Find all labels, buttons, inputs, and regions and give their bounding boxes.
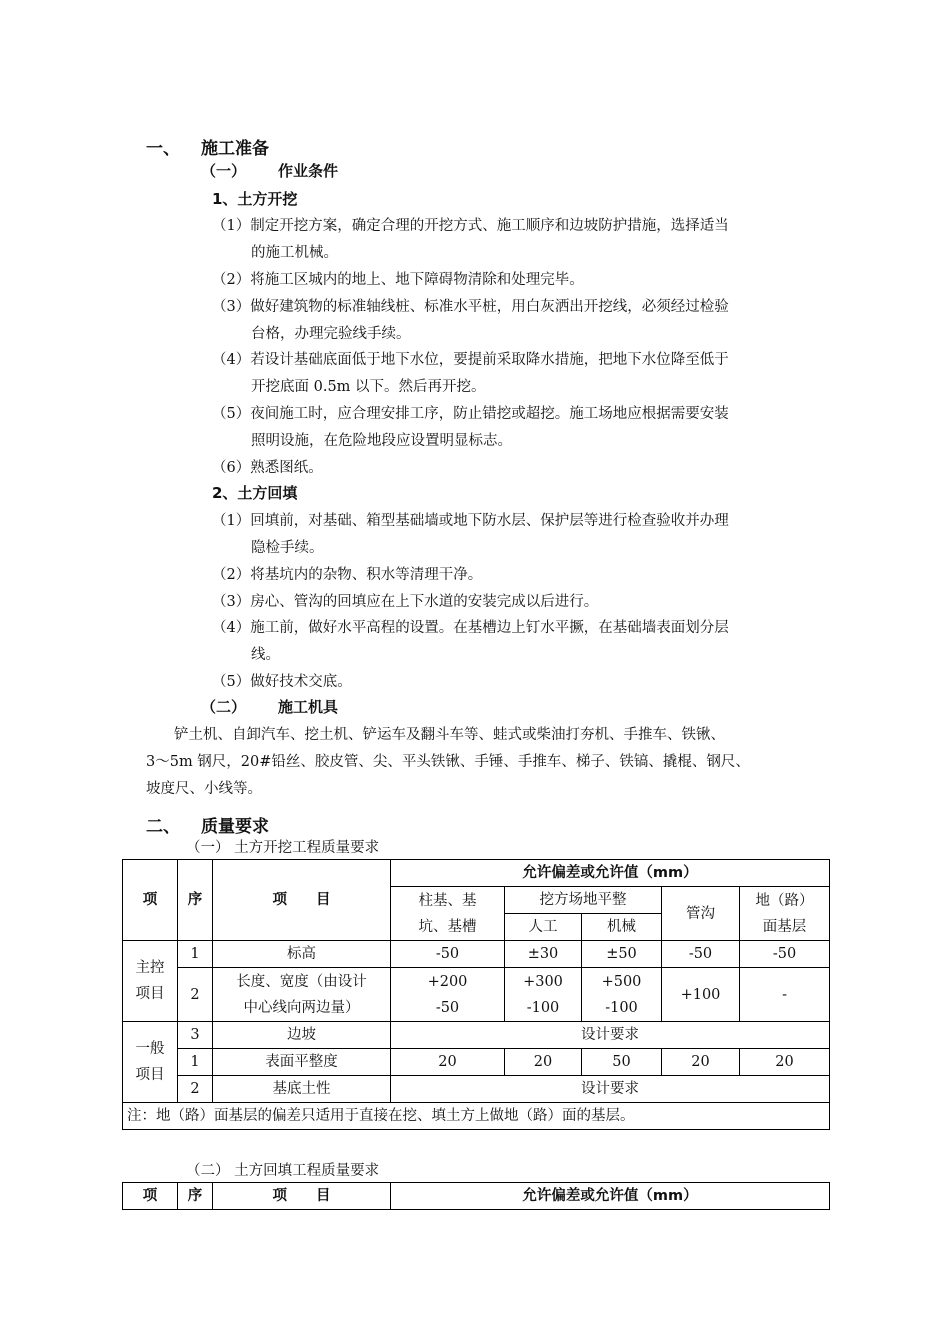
- cell-value: +300 -100: [505, 968, 582, 1022]
- table-row: [123, 1076, 830, 1103]
- cell-seq: 3: [178, 1022, 213, 1049]
- table-note: 注：地（路）面基层的偏差只适用于直接在挖、填土方上做地（路）面的基层。: [123, 1103, 830, 1130]
- cell-seq: 1: [178, 1049, 213, 1076]
- paragraph-line: （1）制定开挖方案，确定合理的开挖方式、施工顺序和边坡防护措施，选择适当: [212, 218, 729, 234]
- cell-name: 基底土性: [213, 1076, 391, 1103]
- header-road-base: 地（路） 面基层: [740, 887, 830, 941]
- header-manual: 人工: [505, 914, 582, 941]
- paragraph-line: 线。: [251, 647, 280, 663]
- section-2-number: 二、: [146, 817, 180, 837]
- table-2-caption: （二） 土方回填工程质量要求: [186, 1163, 380, 1179]
- paragraph-line: （2）将基坑内的杂物、积水等清理干净。: [212, 567, 483, 583]
- cell-seq: 2: [178, 968, 213, 1022]
- paragraph-line: （4）施工前，做好水平高程的设置。在基槽边上钉水平撅，在基础墙表面划分层: [212, 620, 729, 636]
- cell-value: 50: [582, 1049, 662, 1076]
- paragraph-line: （5）夜间施工时，应合理安排工序，防止错挖或超挖。施工场地应根据需要安装: [212, 406, 729, 422]
- header-name: 项 目: [213, 1183, 391, 1210]
- cell-value: 20: [391, 1049, 505, 1076]
- paragraph-line: （2）将施工区城内的地上、地下障碍物清除和处理完毕。: [212, 272, 584, 288]
- item-1-title: 1、土方开挖: [212, 190, 298, 208]
- paragraph-line: 开挖底面 0.5m 以下。然后再开挖。: [251, 379, 486, 395]
- subsection-2-title: 施工机具: [278, 698, 339, 716]
- header-item: 项: [123, 860, 178, 941]
- excavation-quality-table: [122, 859, 830, 1130]
- paragraph-line: （1）回填前，对基础、箱型基础墙或地下防水层、保护层等进行检查验收并办理: [212, 513, 729, 529]
- cell-span-value: 设计要求: [391, 1076, 830, 1103]
- section-1-number: 一、: [146, 139, 180, 159]
- cell-value: ±50: [582, 941, 662, 968]
- cell-value: 20: [662, 1049, 740, 1076]
- group-main-control: 主控 项目: [123, 941, 178, 1022]
- table-row: [123, 1022, 830, 1049]
- paragraph-line: 的施工机械。: [251, 245, 338, 261]
- cell-value: +500 -100: [582, 968, 662, 1022]
- header-site-leveling: 挖方场地平整: [505, 887, 662, 914]
- header-pipe-trench: 管沟: [662, 887, 740, 941]
- cell-value: +200 -50: [391, 968, 505, 1022]
- cell-value: +100: [662, 968, 740, 1022]
- backfill-quality-table: [122, 1182, 830, 1210]
- paragraph-line: 坡度尺、小线等。: [146, 781, 262, 797]
- paragraph-line: 照明设施，在危险地段应设置明显标志。: [251, 433, 512, 449]
- cell-name: 边坡: [213, 1022, 391, 1049]
- group-general: 一般 项目: [123, 1022, 178, 1103]
- header-allowance: 允许偏差或允许值（mm）: [391, 1183, 830, 1210]
- header-seq: 序: [178, 860, 213, 941]
- paragraph-line: 铲土机、自卸汽车、挖土机、铲运车及翻斗车等、蛙式或柴油打夯机、手推车、铁锹、: [174, 727, 725, 743]
- table-1-caption: （一） 土方开挖工程质量要求: [186, 840, 380, 856]
- cell-seq: 1: [178, 941, 213, 968]
- table-row: [123, 1049, 830, 1076]
- paragraph-line: 隐检手续。: [251, 540, 324, 556]
- paragraph-line: （5）做好技术交底。: [212, 674, 352, 690]
- header-col-foundation: 柱基、基 坑、基槽: [391, 887, 505, 941]
- paragraph-line: 台格，办理完验线手续。: [251, 326, 411, 342]
- cell-name: 标高: [213, 941, 391, 968]
- paragraph-line: （4）若设计基础底面低于地下水位，要提前采取降水措施，把地下水位降至低于: [212, 352, 729, 368]
- section-1-title: 施工准备: [201, 139, 269, 159]
- paragraph-line: （3）做好建筑物的标准轴线桩、标准水平桩，用白灰洒出开挖线，必须经过检验: [212, 299, 729, 315]
- cell-value: ±30: [505, 941, 582, 968]
- subsection-1-number: （一）: [201, 162, 247, 180]
- section-2-title: 质量要求: [201, 817, 269, 837]
- cell-seq: 2: [178, 1076, 213, 1103]
- header-name: 项 目: [213, 860, 391, 941]
- header-allowance: 允许偏差或允许值（mm）: [391, 860, 830, 887]
- header-machine: 机械: [582, 914, 662, 941]
- cell-name: 长度、宽度（由设计 中心线向两边量）: [213, 968, 391, 1022]
- cell-value: -50: [391, 941, 505, 968]
- header-seq: 序: [178, 1183, 213, 1210]
- subsection-1-title: 作业条件: [278, 162, 339, 180]
- paragraph-line: （6）熟悉图纸。: [212, 460, 323, 476]
- header-item: 项: [123, 1183, 178, 1210]
- paragraph-line: 3～5m 钢尺，20#铅丝、胶皮管、尖、平头铁锹、手锤、手推车、梯子、铁镐、撬棍、钢尺、: [146, 754, 750, 770]
- subsection-2-number: （二）: [201, 698, 247, 716]
- paragraph-line: （3）房心、管沟的回填应在上下水道的安装完成以后进行。: [212, 594, 599, 610]
- cell-span-value: 设计要求: [391, 1022, 830, 1049]
- cell-value: -50: [740, 941, 830, 968]
- cell-value: 20: [740, 1049, 830, 1076]
- cell-name: 表面平整度: [213, 1049, 391, 1076]
- table-row: [123, 968, 830, 1022]
- cell-value: 20: [505, 1049, 582, 1076]
- cell-value: -: [740, 968, 830, 1022]
- table-row: [123, 941, 830, 968]
- cell-value: -50: [662, 941, 740, 968]
- item-2-title: 2、土方回填: [212, 484, 298, 502]
